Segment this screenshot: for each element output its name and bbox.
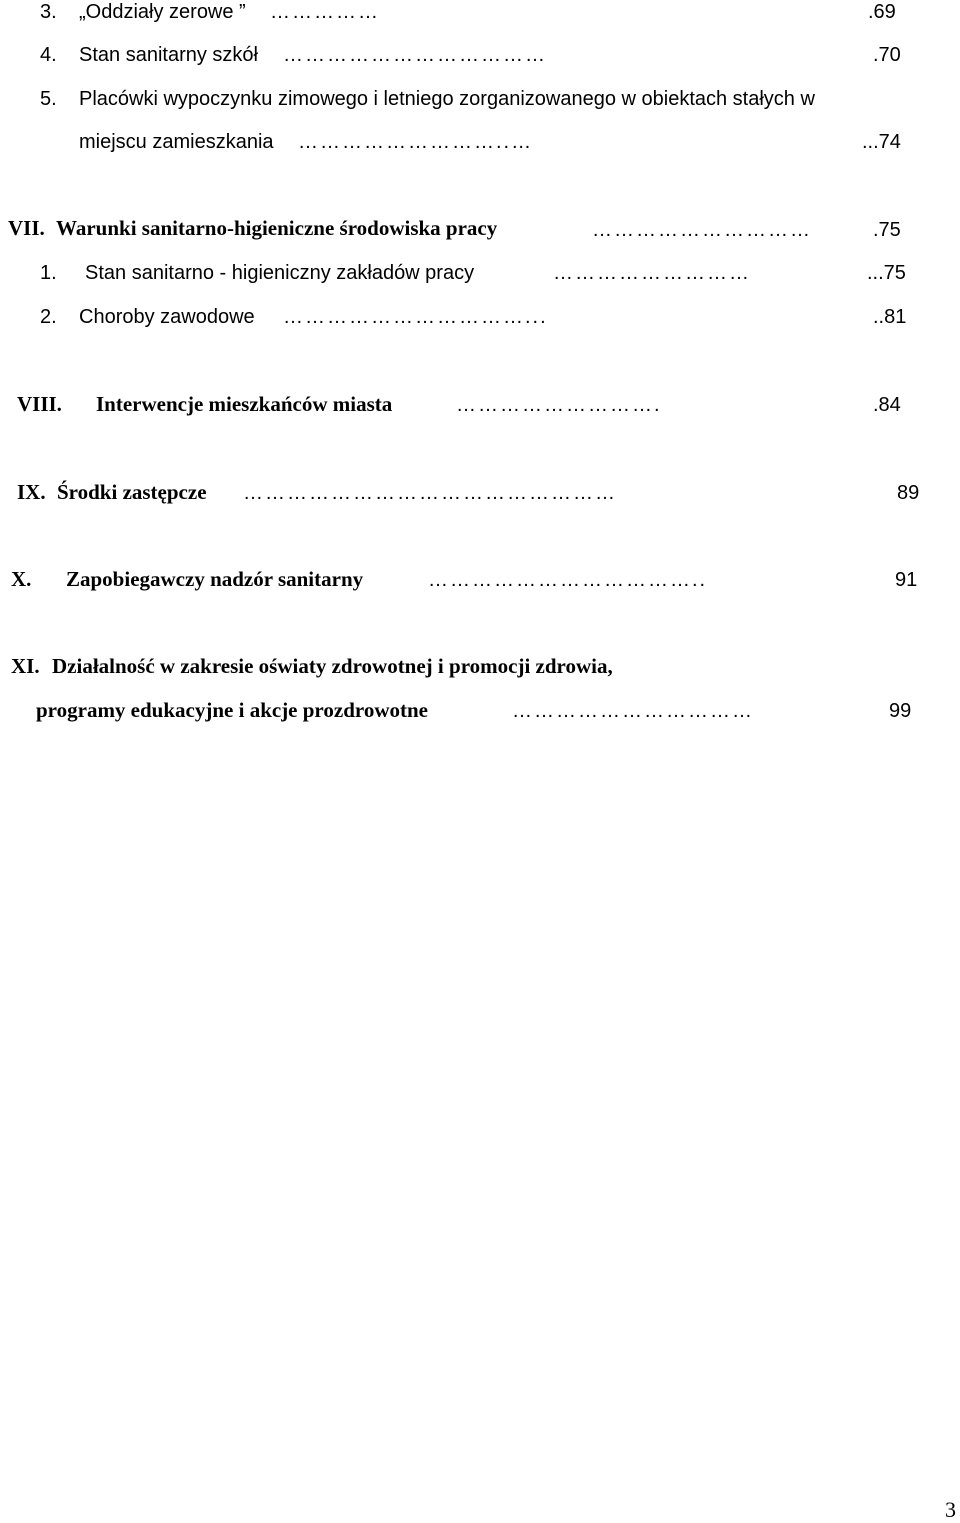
entry-number: 2.	[40, 306, 57, 328]
dot-leader: ……………………………	[512, 700, 754, 722]
entry-page: .70	[873, 44, 901, 66]
dot-leader: ……………	[270, 1, 380, 23]
dot-leader: ………………………………	[283, 44, 547, 66]
entry-title: miejscu zamieszkania	[79, 131, 274, 153]
entry-number: IX.	[17, 480, 46, 504]
toc-entry-leader-row	[0, 390, 960, 420]
entry-title: Zapobiegawczy nadzór sanitarny	[66, 567, 364, 591]
entry-number: 3.	[40, 1, 57, 23]
entry-number: VII.	[8, 216, 45, 240]
entry-title: „Oddziały zerowe ”	[79, 1, 246, 23]
dot-leader: ……………………………...	[283, 306, 548, 328]
dot-leader: ……………………….	[456, 394, 662, 416]
entry-number: VIII.	[17, 392, 62, 416]
entry-title: Stan sanitarno - higieniczny zakładów pracy	[85, 262, 475, 284]
entry-title: Działalność w zakresie oświaty zdrowotnej i promocji zdrowia,	[52, 654, 613, 678]
entry-title: Interwencje mieszkańców miasta	[96, 392, 393, 416]
entry-number: X.	[11, 567, 32, 591]
entry-title: Środki zastępcze	[57, 480, 207, 504]
entry-title: Warunki sanitarno-higieniczne środowiska pracy	[56, 216, 498, 240]
entry-page: 99	[889, 700, 912, 722]
entry-page: ..81	[873, 306, 907, 328]
entry-number: XI.	[11, 654, 40, 678]
footer-page-number: 3	[945, 1497, 956, 1522]
entry-page: .69	[868, 1, 896, 23]
dot-leader: ………………………………..	[428, 569, 708, 591]
dot-leader: ………………………	[553, 262, 751, 284]
entry-page: 91	[895, 569, 918, 591]
entry-number: 5.	[40, 88, 57, 110]
entry-page: ...75	[867, 262, 906, 284]
entry-title: Choroby zawodowe	[79, 306, 255, 328]
entry-page: .84	[873, 394, 901, 416]
entry-title: Stan sanitarny szkół	[79, 44, 258, 66]
toc-entry-leader-row	[0, 215, 960, 245]
entry-number: 4.	[40, 44, 57, 66]
entry-title: programy edukacyjne i akcje prozdrowotne	[36, 698, 428, 722]
entry-title: Placówki wypoczynku zimowego i letniego zorganizowanego w obiektach stałych w	[79, 88, 815, 110]
dot-leader: ………………………..…	[298, 131, 534, 153]
entry-page: ...74	[862, 131, 901, 153]
toc-entry-leader-row	[0, 478, 960, 508]
dot-leader: ……………………………………………	[243, 482, 617, 504]
toc-entry-leader-row	[0, 696, 960, 726]
dot-leader: …………………………	[592, 219, 812, 241]
entry-page: .75	[873, 219, 901, 241]
entry-page: 89	[897, 482, 920, 504]
entry-number: 1.	[40, 262, 57, 284]
toc-entry-leader-row	[0, 565, 960, 595]
